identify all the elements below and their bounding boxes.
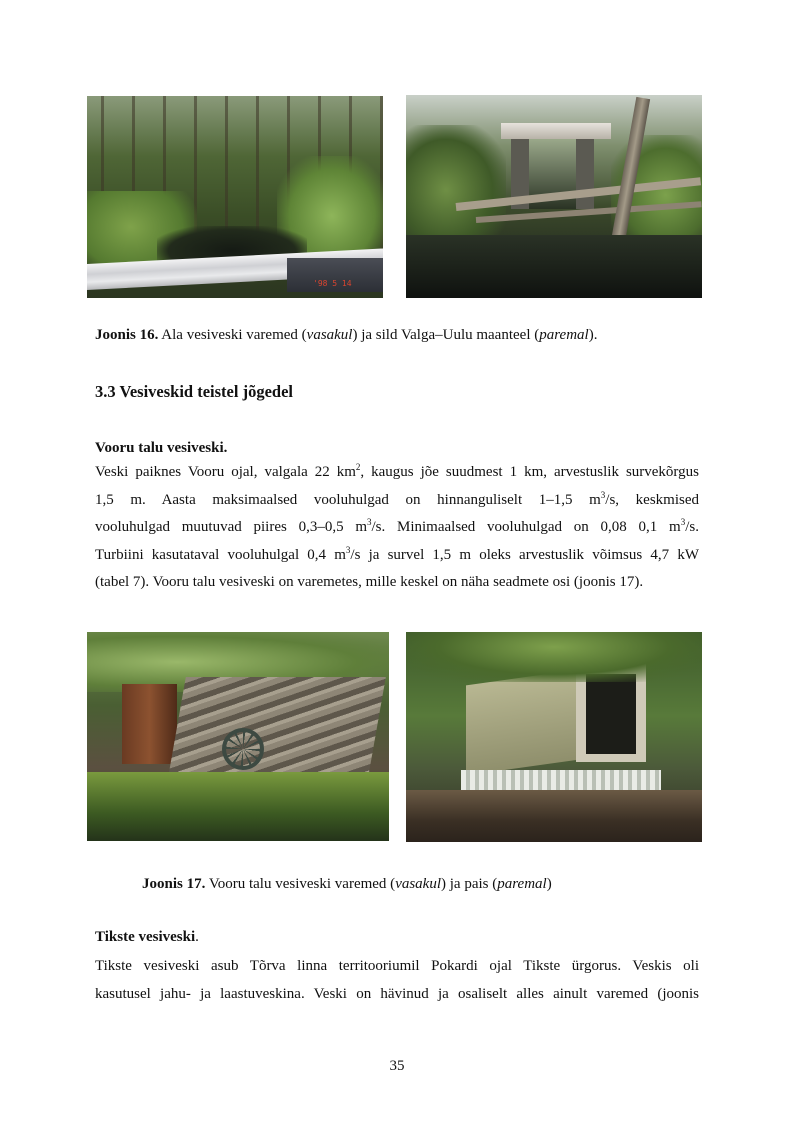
figure16-caption-text3: ). xyxy=(588,327,598,343)
figure16-caption-text1: Ala vesiveski varemed ( xyxy=(158,327,307,343)
collapsed-roof-beams xyxy=(168,677,386,777)
grass-foreground xyxy=(87,772,389,841)
section-heading: 3.3 Vesiveskid teistel jõgedel xyxy=(95,382,293,401)
bridge-pier-right xyxy=(576,139,594,209)
dam-wall xyxy=(466,669,586,776)
figure16-caption-text2: ) ja sild Valga–Uulu maanteel ( xyxy=(352,327,540,343)
figure17-caption-text3: ) xyxy=(546,876,552,892)
figure17-caption-text2: ) ja pais ( xyxy=(441,876,498,892)
mill-wheel xyxy=(222,728,264,770)
vooru-line-4: Turbiini kasutataval vooluhulgal 0,4 $m^3/s$ ja survel 1,5 m oleks arvestuslik võimsus 4,7 kW xyxy=(95,544,699,563)
tikste-title-suffix: . xyxy=(195,929,199,945)
figure16-right-photo xyxy=(406,95,702,298)
tikste-line-1: Tikste vesiveski asub Tõrva linna territooriumil Pokardi ojal Tikste ürgorus. Veskis oli xyxy=(95,958,699,974)
figure17-caption xyxy=(142,874,552,894)
page-number: 35 xyxy=(389,1058,405,1074)
vooru-line-1: Veski paiknes Vooru ojal, valgala 22 $km^2$, kaugus jõe suudmest 1 km, arvestuslik survekõrgus xyxy=(95,462,699,480)
figure17-caption-text1: Vooru talu vesiveski varemed ( xyxy=(205,876,396,892)
waterfall xyxy=(461,770,661,790)
vooru-line-3: vooluhulgad muutuvad piires 0,3–0,5 $m^3/s$. Minimaalsed vooluhulgad on 0,08 0,1 $m^3/s$. xyxy=(95,517,699,535)
vooru-title: Vooru talu vesiveski. xyxy=(95,440,228,456)
figure16-left-photo xyxy=(87,96,383,298)
figure16-caption-right: paremal xyxy=(539,327,589,343)
bridge-deck xyxy=(501,123,611,139)
river-water xyxy=(406,235,702,298)
figure17-caption-left: vasakul xyxy=(395,876,442,892)
vooru-line-5: (tabel 7). Vooru talu vesiveski on varemetes, mille keskel on näha seadmete osi (joonis 17). xyxy=(95,574,644,590)
stream-water xyxy=(406,790,702,842)
figure17-caption-label: Joonis 17. xyxy=(142,876,206,892)
tikste-title: Tikste vesiveski xyxy=(95,929,196,945)
figure17-right-photo xyxy=(406,632,702,842)
tikste-paragraph xyxy=(95,953,699,1008)
figure16-caption-left: vasakul xyxy=(306,327,353,343)
figure17-caption-right: paremal xyxy=(497,876,547,892)
photo-date-stamp: '98 5 14 xyxy=(313,279,352,288)
vooru-paragraph xyxy=(95,459,699,597)
overhanging-foliage xyxy=(406,632,702,682)
figure17-left-photo xyxy=(87,632,389,841)
tikste-line-2: kasutusel jahu- ja laastuveskina. Veski on hävinud ja osaliselt alles ainult varemed (joonis xyxy=(95,985,699,1002)
figure16-caption-label: Joonis 16. xyxy=(95,327,159,343)
culvert-opening xyxy=(586,674,636,754)
rusty-machinery xyxy=(122,684,177,764)
figure16-caption xyxy=(95,325,597,345)
tikste-title-line xyxy=(95,929,199,946)
vooru-line-2: 1,5 m. Aasta maksimaalsed vooluhulgad on hinnanguliselt 1–1,5 $m^3/s$, keskmised xyxy=(95,489,699,508)
